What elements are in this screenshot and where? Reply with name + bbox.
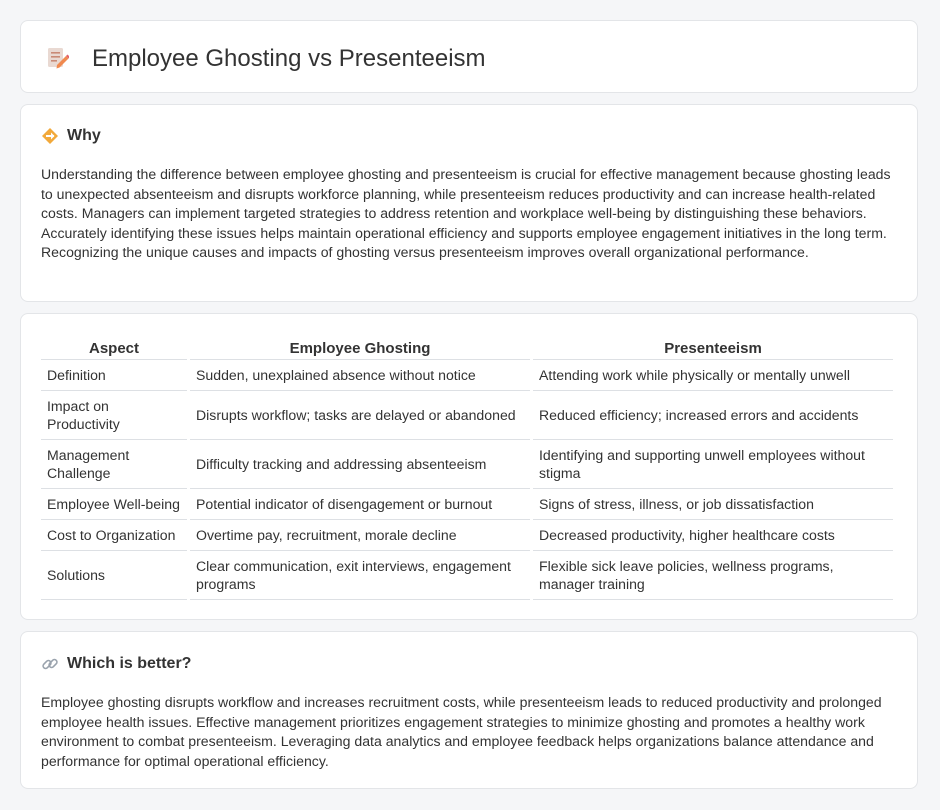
table-cell: Signs of stress, illness, or job dissatisfaction (533, 489, 893, 520)
table-header-row (41, 334, 893, 360)
table-cell: Flexible sick leave policies, wellness programs, manager training (533, 551, 893, 600)
table-row (41, 440, 893, 489)
table-header: Presenteeism (533, 334, 893, 360)
why-heading (41, 124, 101, 148)
table-cell: Overtime pay, recruitment, morale decline (190, 520, 530, 551)
diamond-warning-icon (41, 127, 59, 145)
table-header: Aspect (41, 334, 187, 360)
table-row (41, 551, 893, 600)
why-heading-label: Why (67, 127, 101, 144)
table-header: Employee Ghosting (190, 334, 530, 360)
table-cell: Definition (41, 360, 187, 391)
header-card (20, 20, 918, 93)
comparison-table (38, 334, 896, 600)
table-cell: Decreased productivity, higher healthcare costs (533, 520, 893, 551)
link-icon (41, 655, 59, 673)
table-cell: Attending work while physically or mentally unwell (533, 360, 893, 391)
table-cell: Impact on Productivity (41, 391, 187, 440)
table-cell: Disrupts workflow; tasks are delayed or abandoned (190, 391, 530, 440)
why-text: Understanding the difference between employee ghosting and presenteeism is crucial for effective management because ghosting leads to unexpected absenteeism and disrupts workforce planning, while presenteeism reduces productivity and can increase health-related costs. Managers can implement targeted strategies to address retention and workplace well-being by distinguishing these behaviors. Accurately identifying these issues helps maintain operational efficiency and supports employee engagement initiatives in the long term. Recognizing the unique causes and impacts of ghosting versus presenteeism improves overall organizational performance. (41, 166, 891, 260)
table-cell: Potential indicator of disengagement or burnout (190, 489, 530, 520)
better-heading (41, 652, 191, 676)
table-cell: Sudden, unexplained absence without notice (190, 360, 530, 391)
comparison-table-card (20, 313, 918, 620)
table-cell: Employee Well-being (41, 489, 187, 520)
table-row (41, 520, 893, 551)
table-cell: Identifying and supporting unwell employees without stigma (533, 440, 893, 489)
table-row (41, 489, 893, 520)
table-row (41, 391, 893, 440)
table-cell: Solutions (41, 551, 187, 600)
table-cell: Cost to Organization (41, 520, 187, 551)
table-cell: Reduced efficiency; increased errors and accidents (533, 391, 893, 440)
why-section (20, 104, 918, 302)
table-cell: Clear communication, exit interviews, engagement programs (190, 551, 530, 600)
which-is-better-section (20, 631, 918, 789)
better-text: Employee ghosting disrupts workflow and increases recruitment costs, while presenteeism leads to reduced productivity and prolonged employee health issues. Effective management prioritizes engagement strategies to minimize ghosting and promotes a healthy work environment to combat presenteeism. Leveraging data analytics and employee feedback helps organizations balance attendance and performance for optimal operational efficiency. (41, 694, 882, 769)
table-cell: Management Challenge (41, 440, 187, 489)
better-heading-label: Which is better? (67, 655, 192, 672)
table-cell: Difficulty tracking and addressing absenteeism (190, 440, 530, 489)
table-row (41, 360, 893, 391)
document-pencil-icon (47, 46, 69, 70)
page-title: Employee Ghosting vs Presenteeism (92, 45, 486, 72)
